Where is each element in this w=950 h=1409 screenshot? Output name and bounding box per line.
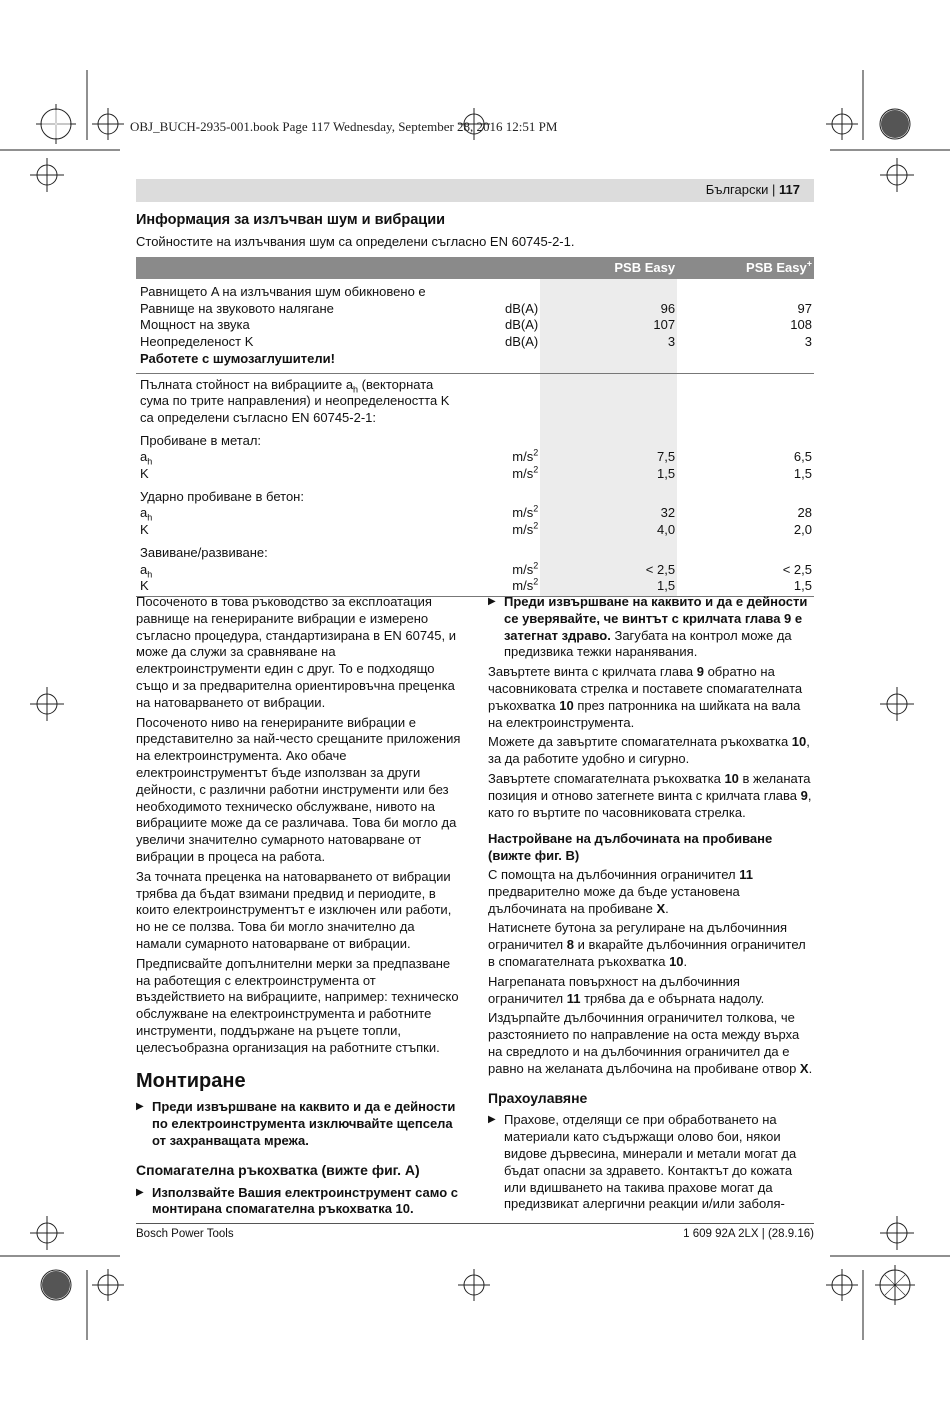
paragraph: Предписвайте допълнителни мерки за предпазване на работещия с електроинструмента от въздействието на вибрациите, например: техническо обслужване на електроинструмента и работните инструменти, поддържане на ръцете топли, целесъобразна организация на работните стъпки. xyxy=(136,955,459,1055)
header-model-1: PSB Easy xyxy=(540,257,677,279)
heading-depth: Настройване на дълбочината на пробиване (вижте фиг. B) xyxy=(488,831,773,864)
section-title-noise: Информация за излъчван шум и вибрации xyxy=(136,212,446,228)
heading-dust: Прахоулавяне xyxy=(488,1089,588,1106)
unit-ms2: $m/s^2$ xyxy=(512,560,539,577)
paragraph: Завъртете винта с крилчата глава 9 обратно на часовниковата стрелка и поставете спомагателната ръкохватка 10 през патронника на шийката на вала на електроинструмента. xyxy=(488,664,803,730)
value-pressure-1: 96 xyxy=(660,300,676,316)
unit-power: dB(A) xyxy=(505,317,539,333)
section-subtitle-noise: Стойностите на излъчвания шум са определени съгласно EN 60745-2-1. xyxy=(136,234,575,249)
noise-intro: Равнището A на излъчвания шум обикновено е xyxy=(140,284,426,299)
value-screw-k-1: 1,5 xyxy=(657,578,676,594)
unit-ms2: $m/s^2$ xyxy=(512,504,539,521)
paragraph: Посоченото ниво на генерираните вибрации е представително за най-често срещаните приложения на електроинструмента. Ако обаче електроинструментът бъде използван за други дейности, с различни работни инструменти или без необходимото техническо обслужване, нивото на вибрациите може да се различава. Това би могло да увеличи значително сумарното натоварване от вибрации в процеса на работа. xyxy=(136,714,461,864)
right-column xyxy=(488,594,814,1216)
footer-divider xyxy=(136,1223,814,1224)
value-concrete-ah-1: 32 xyxy=(660,505,676,521)
left-column xyxy=(136,594,462,1221)
paragraph: С помощта на дълбочинния ограничител 11 предварително може да бъде установена дълбочината на пробиване X. xyxy=(488,866,753,916)
ah-label: $a_h$ xyxy=(140,561,153,580)
value-uncertainty-1: 3 xyxy=(667,334,676,350)
vib-group-title: Завиване/развиване: xyxy=(140,544,268,560)
warning-bullet: ▶ Използвайте Вашия електроинструмент само с монтирана спомагателна ръкохватка 10. xyxy=(136,1184,458,1217)
paragraph: Нагрепаната повърхност на дълбочинния ограничител 11 трябва да е обърната надолу. xyxy=(488,973,765,1006)
warning-bullet: ▶ Прахове, отделящи се при обработването на материали като съдържащи олово бои, някои видове дървесина, минерали и метали могат да бъдат опасни за здравето. Контактът до кожата или вдишването на такива прахове могат да предизвикат алергични реакции и/или заболя- xyxy=(488,1112,797,1212)
language-label: Български xyxy=(705,182,769,197)
paragraph: Посоченото в това ръководство за експлоатация равнище на генерираните вибрации е измерено съгласно процедура, стандартизирана в EN 60745, и може да служи за сравняване на електроинструменти един с друг. То е подходящо също и за предварителна ориентировъчна преценка на натоварването от вибрации. xyxy=(136,594,457,710)
value-pressure-2: 97 xyxy=(797,300,812,316)
noise-label-pressure: Равнище на звуковото налягане xyxy=(140,300,334,316)
value-metal-ah-1: 7,5 xyxy=(657,449,676,465)
unit-uncertainty: dB(A) xyxy=(505,334,539,350)
bullet-triangle-icon: ▶ xyxy=(488,1114,496,1126)
table-row-vibration xyxy=(136,373,814,596)
table-header-row xyxy=(136,257,814,279)
value-concrete-ah-2: 28 xyxy=(797,505,812,521)
table-row-noise xyxy=(136,279,814,373)
ah-label: $a_h$ xyxy=(140,505,153,524)
print-header: OBJ_BUCH-2935-001.book Page 117 Wednesday, September 28, 2016 12:51 PM xyxy=(130,119,558,134)
heading-mounting: Монтиране xyxy=(136,1069,246,1092)
footer-brand: Bosch Power Tools xyxy=(136,1228,234,1240)
vibration-intro: Пълната стойност на вибрациите $a_h$ (векторната сума по трите направления) и неопределеността K са определени съгласно EN 60745-2-1: xyxy=(140,376,450,425)
noise-label-uncertainty: Неопределеност K xyxy=(140,334,254,350)
value-screw-ah-1: < 2,5 xyxy=(645,561,676,577)
header-model-2: PSB Easy+ xyxy=(677,257,814,279)
unit-ms2: $m/s^2$ xyxy=(512,448,539,465)
value-power-2: 108 xyxy=(790,317,812,333)
value-metal-ah-2: 6,5 xyxy=(793,449,812,465)
paragraph: Завъртете спомагателната ръкохватка 10 в желаната позиция и отново затегнете винта с крилчата глава 9, като го въртите по часовниковата стрелка. xyxy=(488,770,812,820)
vib-group-title: Пробиване в метал: xyxy=(140,432,262,448)
vib-group-title: Ударно пробиване в бетон: xyxy=(140,488,304,504)
paragraph: Издърпайте дълбочинния ограничител толкова, че разстоянието по направление на оста между върха на свредлото и на дълбочинния ограничител да е равно на желаната дълбочина на пробиване отвор X. xyxy=(488,1010,813,1076)
k-label: K xyxy=(140,578,149,594)
value-metal-k-2: 1,5 xyxy=(793,466,812,482)
ah-label: $a_h$ xyxy=(140,449,153,467)
bullet-triangle-icon: ▶ xyxy=(488,596,496,607)
running-header: Български | 117 xyxy=(136,179,814,202)
value-metal-k-1: 1,5 xyxy=(657,466,676,482)
bullet-triangle-icon: ▶ xyxy=(136,1186,144,1198)
paragraph: Можете да завъртите спомагателната ръкохватка 10, за да работите удобно и сигурно. xyxy=(488,734,810,767)
k-label: K xyxy=(140,522,149,538)
page-number: 117 xyxy=(779,182,800,197)
bullet-triangle-icon: ▶ xyxy=(136,1101,144,1113)
warning-bullet: ▶ Преди извършване на каквито и да е дейности по електроинструмента изключвайте щепсела от захранващата мрежа. xyxy=(136,1099,456,1148)
k-label: K xyxy=(140,466,149,482)
unit-ms2: $m/s^2$ xyxy=(512,464,539,482)
heading-aux-handle: Спомагателна ръкохватка (вижте фиг. A) xyxy=(136,1161,420,1178)
value-concrete-k-1: 4,0 xyxy=(657,522,676,538)
footer-docnumber: 1 609 92A 2LX | (28.9.16) xyxy=(683,1228,814,1240)
value-concrete-k-2: 2,0 xyxy=(793,522,812,538)
unit-ms2: $m/s^2$ xyxy=(512,520,539,538)
unit-pressure: dB(A) xyxy=(505,300,539,316)
noise-vibration-table xyxy=(136,257,814,597)
paragraph: За точната преценка на натоварването от вибрации трябва да бъдат взимани предвид и периодите, в които електроинструментът е изключен или работи, но не се ползва. Това би могло значително да намали сумарното натоварване от вибрации. xyxy=(136,868,452,951)
value-screw-ah-2: < 2,5 xyxy=(782,561,812,577)
paragraph: Натиснете бутона за регулиране на дълбочинния ограничител 8 и вкарайте дълбочинния ограничител в спомагателната ръкохватка 10. xyxy=(488,920,806,969)
hearing-protection-note: Работете с шумозаглушители! xyxy=(140,350,335,366)
warning-bullet: ▶ Преди извършване на каквито и да е дейности се уверявайте, че винтът с крилчата глава 9 е затегнат здраво. Загубата на контрол може да предизвика тежки наранявания. xyxy=(488,594,808,660)
value-screw-k-2: 1,5 xyxy=(793,578,812,594)
noise-label-power: Мощност на звука xyxy=(140,317,250,333)
value-power-1: 107 xyxy=(653,317,676,333)
unit-ms2: $m/s^2$ xyxy=(512,576,539,594)
value-uncertainty-2: 3 xyxy=(804,334,812,350)
